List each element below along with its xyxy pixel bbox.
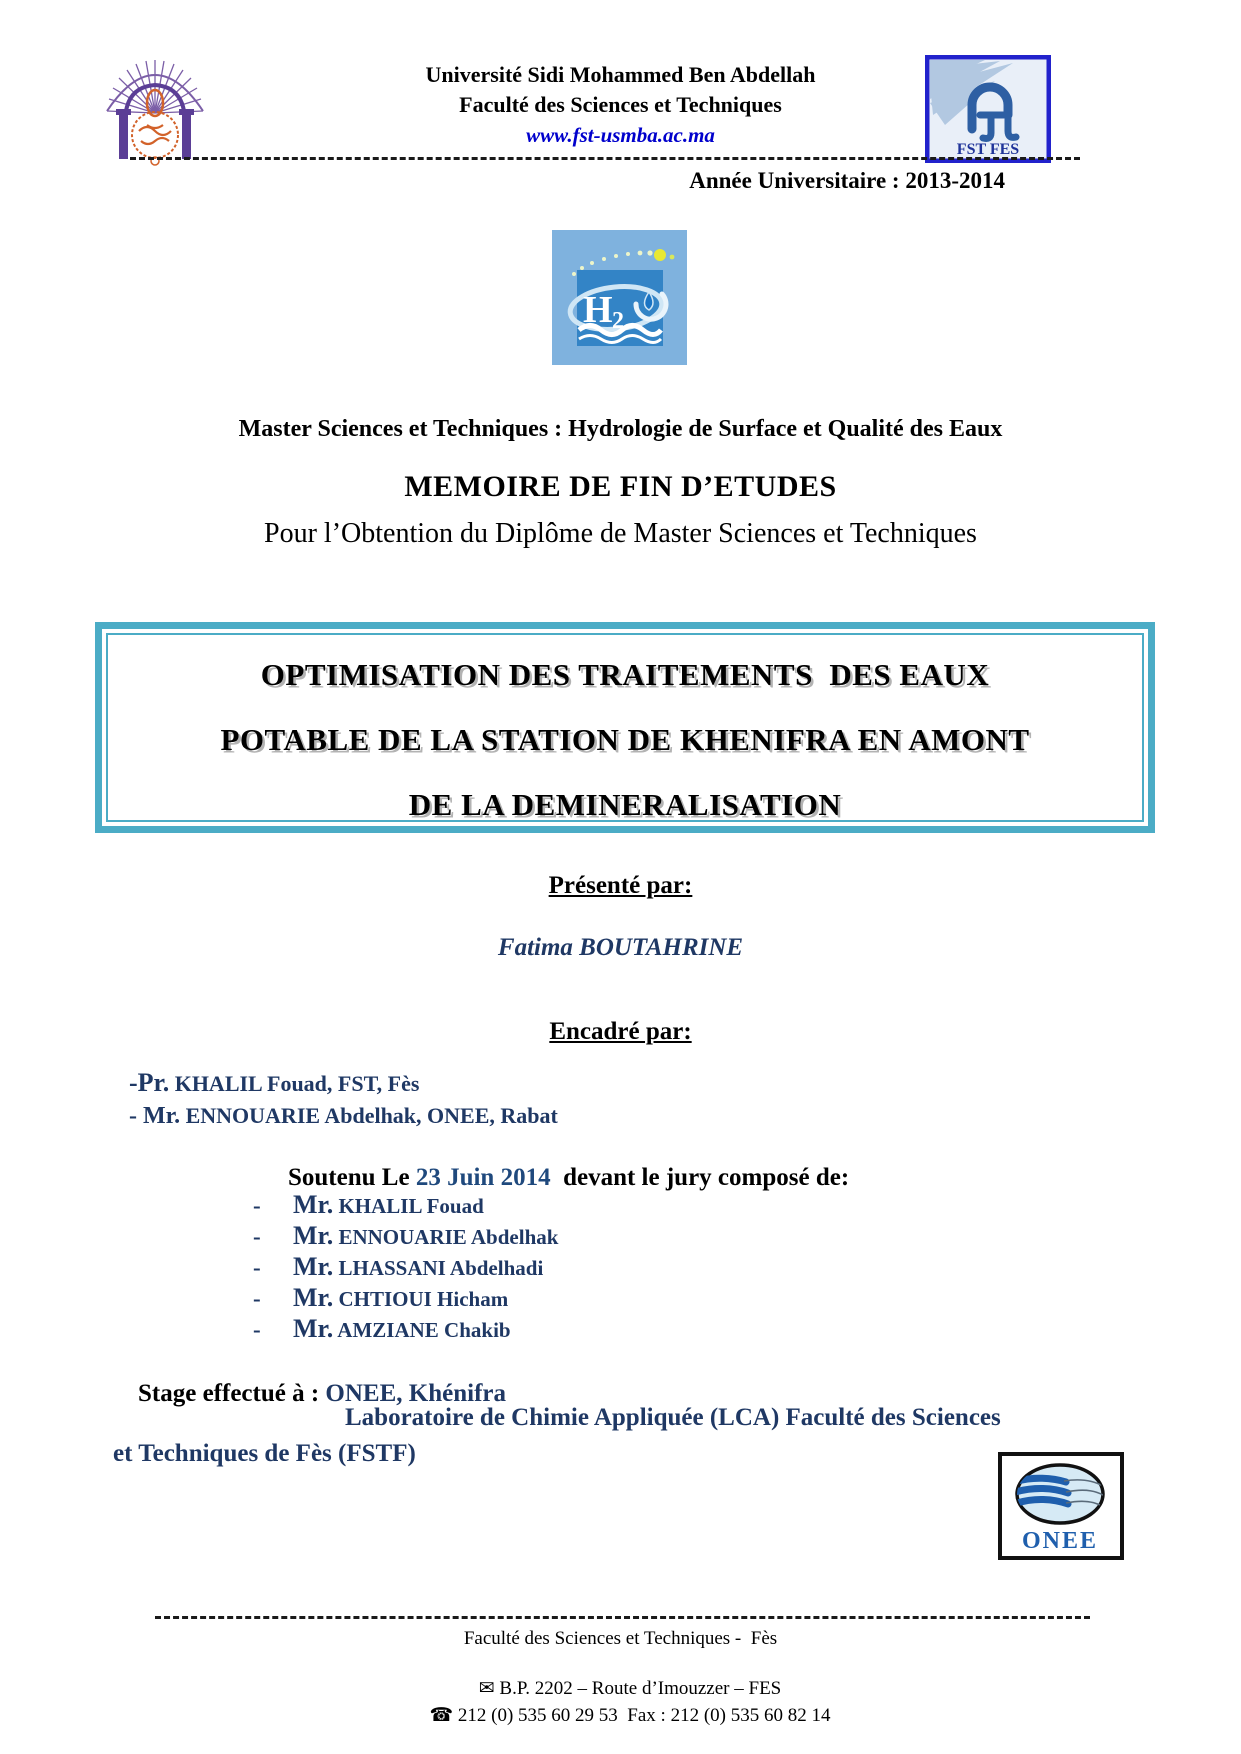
fst-fes-logo [925, 55, 1051, 163]
footer-faculty-line: Faculté des Sciences et Techniques - Fès [463, 1628, 778, 1649]
jury-member-2: - Mr. ENNOUARIE Abdelhak [253, 1221, 559, 1250]
university-name: Université Sidi Mohammed Ben Abdellah [425, 62, 816, 87]
memoire-title: MEMOIRE DE FIN D’ETUDES [404, 470, 837, 503]
svg-text:2: 2 [612, 308, 624, 334]
list-dash: - [253, 1317, 261, 1342]
thesis-title-line3: DE LA DEMINERALISATION [408, 787, 842, 822]
footer-divider [155, 1616, 1090, 1619]
header-divider [130, 157, 1080, 160]
internship-location: ONEE, Khénifra [325, 1380, 506, 1407]
list-dash: - [253, 1224, 261, 1249]
jury-member-3: - Mr. LHASSANI Abdelhadi [253, 1252, 544, 1281]
footer-address-line: ✉ B.P. 2202 – Route d’Imouzzer – FES [478, 1678, 782, 1699]
internship-line: Stage effectué à : ONEE, Khénifra [138, 1380, 506, 1407]
thesis-title-line1: OPTIMISATION DES TRAITEMENTS DES EAUX [260, 657, 990, 692]
lab-line-1: Laboratoire de Chimie Appliquée (LCA) Faculté des Sciences [345, 1404, 1001, 1431]
lab-line-2: et Techniques de Fès (FSTF) [113, 1440, 416, 1467]
defense-date: 23 Juin 2014 [415, 1164, 551, 1191]
onee-logo [998, 1452, 1124, 1560]
master-program-line: Master Sciences et Techniques : Hydrologie de Surface et Qualité des Eaux [238, 416, 1003, 442]
faculty-website-link[interactable]: www.fst-usmba.ac.ma [526, 123, 715, 147]
memoire-subtitle: Pour l’Obtention du Diplôme de Master Sciences et Techniques [264, 518, 977, 549]
jury-member-1: - Mr. KHALIL Fouad [253, 1190, 484, 1219]
list-dash: - [253, 1286, 261, 1311]
jury-member-5: - Mr. AMZIANE Chakib [253, 1314, 511, 1343]
fst-fes-logo-text: FST FES [956, 141, 1020, 158]
faculty-name: Faculté des Sciences et Techniques [459, 92, 782, 117]
thesis-title-box [95, 622, 1155, 833]
fst-fes-emblem-icon [925, 55, 1051, 163]
supervisor-1: -Pr. KHALIL Fouad, FST, Fès [129, 1068, 420, 1097]
presented-by-label: Présenté par: [548, 872, 693, 899]
onee-emblem-icon [998, 1452, 1124, 1560]
onee-logo-text: ONEE [1021, 1528, 1099, 1554]
defense-line: Soutenu Le 23 Juin 2014 devant le jury composé de: [288, 1164, 850, 1191]
h2o-logo-text: H [583, 289, 613, 331]
candidate-name: Fatima BOUTAHRINE [497, 934, 744, 961]
h2o-logo [552, 230, 687, 365]
h2o-water-icon [552, 230, 687, 365]
list-dash: - [253, 1193, 261, 1218]
phone-icon: ☎ [429, 1705, 454, 1726]
list-dash: - [253, 1255, 261, 1280]
footer-phone-line: ☎ 212 (0) 535 60 29 53 Fax : 212 (0) 535 60 82 14 [429, 1705, 831, 1726]
jury-member-4: - Mr. CHTIOUI Hicham [253, 1283, 509, 1312]
thesis-title-line2: POTABLE DE LA STATION DE KHENIFRA EN AMONT [220, 722, 1030, 757]
mail-icon: ✉ [478, 1678, 495, 1699]
header-text-block [311, 60, 931, 153]
academic-year: Année Universitaire : 2013-2014 [689, 168, 1005, 193]
supervised-by-label: Encadré par: [549, 1018, 692, 1045]
supervisor-2: - Mr. ENNOUARIE Abdelhak, ONEE, Rabat [129, 1103, 558, 1129]
